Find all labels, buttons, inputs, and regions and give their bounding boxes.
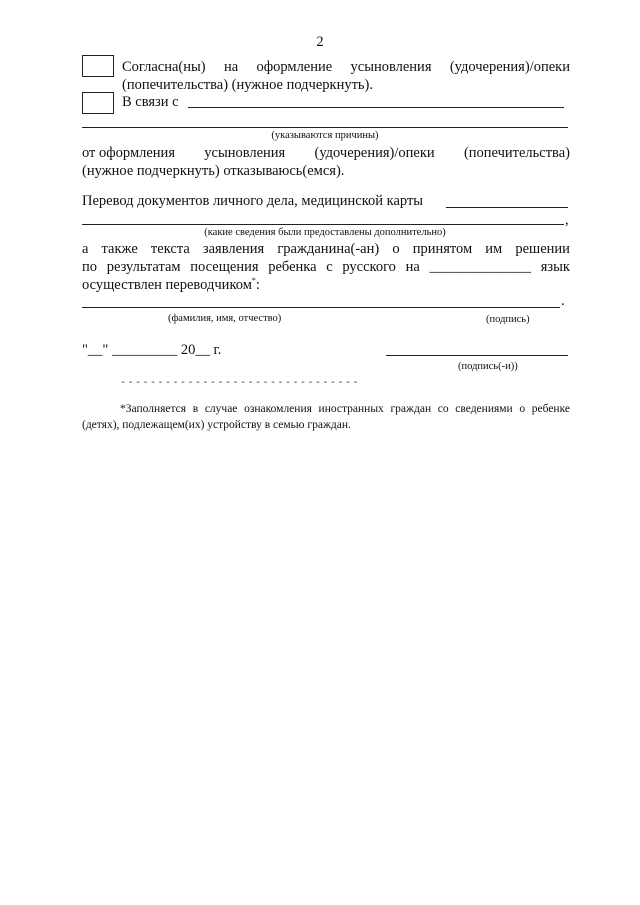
refuse-text-line1: от оформления усыновления (удочерения)/опеки (попечительства) bbox=[82, 145, 570, 161]
reasons-caption: (указываются причины) bbox=[271, 130, 379, 141]
translation-docs-line[interactable] bbox=[446, 207, 568, 208]
translation-line3: по результатам посещения ребенка с русского на ______________ язык bbox=[82, 259, 570, 275]
refuse-label: В связи с bbox=[122, 94, 179, 110]
reason-line-2[interactable] bbox=[82, 127, 568, 128]
agree-text-line2: (попечительства) (нужное подчеркнуть). bbox=[122, 77, 373, 93]
date-field[interactable]: "__" _________ 20__ г. bbox=[82, 342, 222, 358]
translation-caption: (какие сведения были предоставлены дополнительно) bbox=[204, 227, 446, 238]
translator-fio-caption: (фамилия, имя, отчество) bbox=[168, 313, 282, 324]
translator-sign-caption: (подпись) bbox=[486, 314, 530, 325]
signature-line[interactable] bbox=[386, 355, 568, 356]
footnote-mark: * bbox=[251, 276, 256, 286]
agree-checkbox[interactable] bbox=[82, 55, 114, 77]
agree-text-line1: Согласна(ны) на оформление усыновления (удочерения)/опеки bbox=[122, 59, 570, 75]
translation-info-line[interactable] bbox=[82, 224, 564, 225]
reason-line-1[interactable] bbox=[188, 107, 564, 108]
refuse-text-line2: (нужное подчеркнуть) отказываюсь(емся). bbox=[82, 163, 345, 179]
translation-line1: Перевод документов личного дела, медицинской карты bbox=[82, 193, 424, 209]
translation-comma: , bbox=[565, 212, 569, 228]
translator-dot: . bbox=[561, 293, 565, 309]
page-number: 2 bbox=[316, 34, 324, 50]
footnote-text: *Заполняется в случае ознакомления иностранных граждан со сведениями о ребенке (детях), подлежащем(их) устройству в семью граждан. bbox=[82, 403, 570, 431]
translation-line4: осуществлен переводчиком*: bbox=[82, 276, 260, 293]
refuse-checkbox[interactable] bbox=[82, 92, 114, 114]
footnote-separator: -------------------------------- bbox=[120, 378, 361, 389]
signature-caption: (подпись(-и)) bbox=[458, 361, 518, 372]
translation-line2: а также текста заявления гражданина(-ан) о принятом им решении bbox=[82, 241, 570, 257]
translator-line[interactable] bbox=[82, 307, 560, 308]
